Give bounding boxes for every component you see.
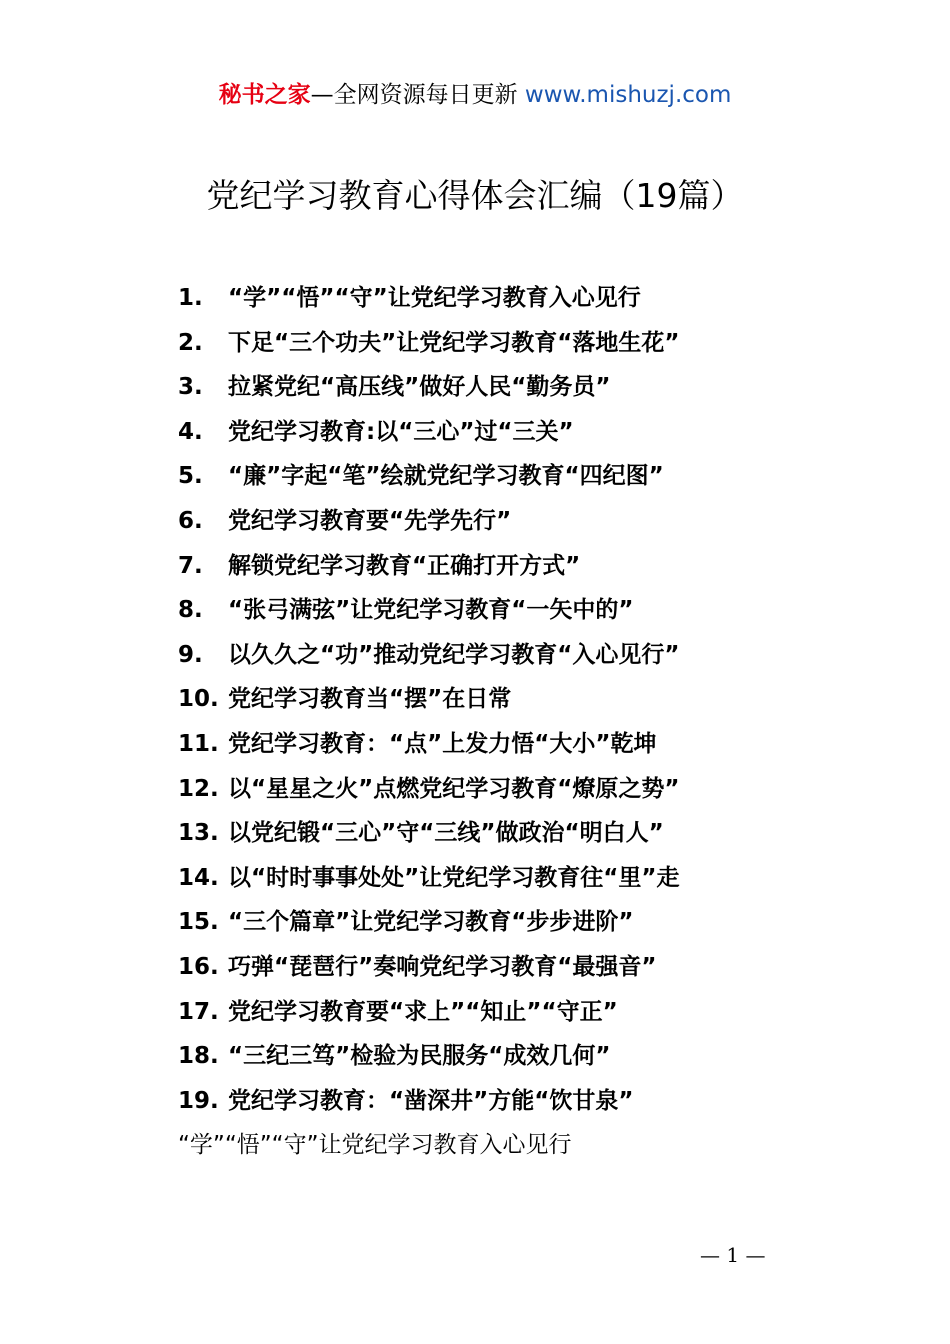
toc-item <box>178 499 679 544</box>
toc-item-number: 6. <box>178 507 203 534</box>
toc-item-title: “廉”字起“笔”绘就党纪学习教育“四纪图” <box>228 463 664 490</box>
toc-item-title: 下足“三个功夫”让党纪学习教育“落地生花” <box>228 329 680 356</box>
toc-item <box>178 365 679 410</box>
toc-item-title: “张弓满弦”让党纪学习教育“一矢中的” <box>228 597 634 624</box>
toc-item-title: 党纪学习教育:以“三心”过“三关” <box>228 418 574 445</box>
brand-name: 秘书之家 <box>218 82 311 108</box>
toc-item-number: 19. <box>178 1087 219 1114</box>
toc-item-number: 10. <box>178 686 219 713</box>
toc-item-title: “三纪三笃”检验为民服务“成效几何” <box>228 1043 611 1070</box>
toc-item-number: 11. <box>178 730 219 757</box>
toc-item <box>178 856 679 901</box>
toc-item-title: 巧弹“琵琶行”奏响党纪学习教育“最强音” <box>228 953 657 980</box>
toc-item-title: 党纪学习教育要“求上”“知止”“守正” <box>228 998 618 1025</box>
toc-item <box>178 811 679 856</box>
toc-item-title: 党纪学习教育：“凿深井”方能“饮甘泉” <box>228 1087 634 1114</box>
toc-item-number: 3. <box>178 374 203 401</box>
toc-item-number: 14. <box>178 864 219 891</box>
document-title: 党纪学习教育心得体会汇编（19篇） <box>206 176 744 215</box>
site-tagline: —全网资源每日更新 <box>310 82 525 108</box>
page-number: — 1 — <box>700 1243 766 1267</box>
toc-item <box>178 544 679 589</box>
toc-item <box>178 454 679 499</box>
toc-item <box>178 767 679 812</box>
toc-item <box>178 1034 679 1079</box>
toc-item <box>178 321 679 366</box>
toc-item <box>178 945 679 990</box>
toc-item-title: 党纪学习教育：“点”上发力悟“大小”乾坤 <box>228 730 657 757</box>
toc-item-title: “三个篇章”让党纪学习教育“步步进阶” <box>228 909 634 936</box>
toc-item-title: 党纪学习教育要“先学先行” <box>228 507 512 534</box>
toc-item-number: 4. <box>178 418 203 445</box>
site-header <box>0 78 950 112</box>
toc-item-title: 以“时时事事处处”让党纪学习教育往“里”走 <box>228 864 680 891</box>
toc-item-number: 17. <box>178 998 219 1025</box>
toc-item-number: 1. <box>178 285 203 311</box>
toc-item-number: 12. <box>178 775 219 802</box>
toc-item-number: 15. <box>178 909 219 936</box>
toc-item <box>178 900 679 945</box>
toc-item <box>178 276 679 321</box>
toc-item-number: 13. <box>178 820 219 847</box>
site-url-link[interactable]: www.mishuzj.com <box>524 82 732 108</box>
toc-item-number: 18. <box>178 1043 219 1070</box>
toc-item <box>178 1079 679 1124</box>
toc-item-number: 16. <box>178 953 219 980</box>
toc-item-title: 党纪学习教育当“摆”在日常 <box>228 686 512 713</box>
toc-item <box>178 722 679 767</box>
toc-item <box>178 677 679 722</box>
toc-item <box>178 990 679 1035</box>
first-article-title: “学”“悟”“守”让党纪学习教育入心见行 <box>178 1132 572 1158</box>
toc-item <box>178 410 679 455</box>
toc-item <box>178 633 679 678</box>
toc-item-title: “学”“悟”“守”让党纪学习教育入心见行 <box>228 285 641 311</box>
toc-item-title: 以党纪锻“三心”守“三线”做政治“明白人” <box>228 820 664 847</box>
toc-item-title: 以久久之“功”推动党纪学习教育“入心见行” <box>228 641 680 668</box>
toc-item <box>178 588 679 633</box>
toc-item-number: 5. <box>178 463 203 490</box>
toc-item-number: 7. <box>178 552 203 579</box>
toc-item-number: 8. <box>178 597 203 624</box>
toc-item-title: 拉紧党纪“高压线”做好人民“勤务员” <box>228 374 611 401</box>
toc-item-title: 解锁党纪学习教育“正确打开方式” <box>228 552 581 579</box>
toc-item-number: 9. <box>178 641 203 668</box>
toc-item-number: 2. <box>178 329 203 356</box>
table-of-contents <box>178 276 679 1123</box>
toc-item-title: 以“星星之火”点燃党纪学习教育“燎原之势” <box>228 775 680 802</box>
